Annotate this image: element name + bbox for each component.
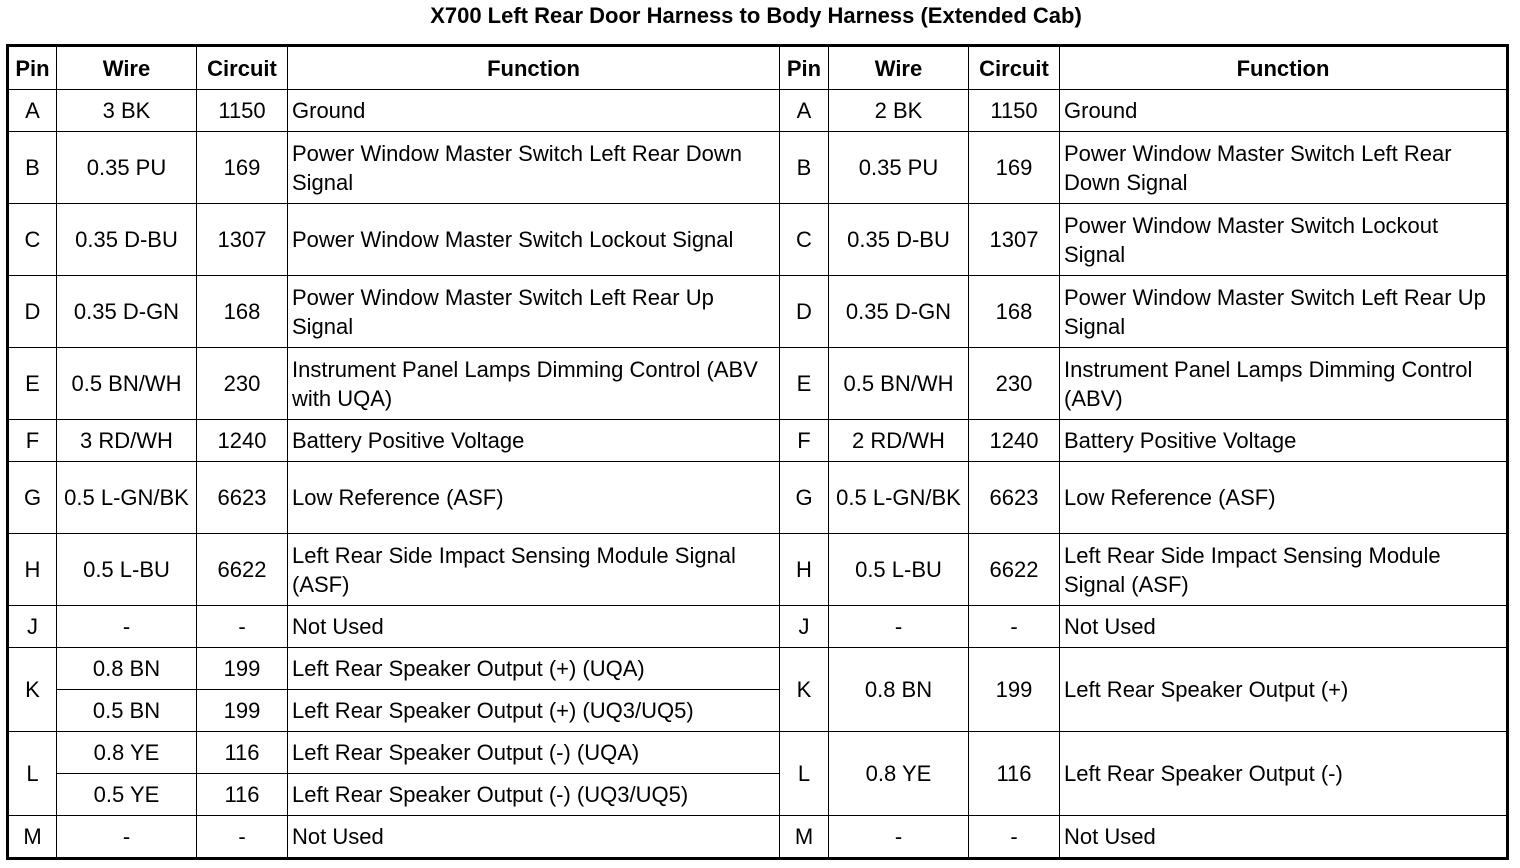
function-cell: Not Used (288, 606, 780, 648)
header-row (8, 46, 1508, 90)
pin-cell: J (780, 606, 829, 648)
function-cell: Battery Positive Voltage (1060, 420, 1508, 462)
circuit-cell: - (969, 606, 1060, 648)
table-row-c (8, 204, 1508, 276)
circuit-cell: 168 (969, 276, 1060, 348)
pin-cell: L (780, 732, 829, 816)
wire-cell: 0.35 D-GN (829, 276, 969, 348)
circuit-cell: 116 (197, 732, 288, 774)
pin-cell: A (8, 90, 57, 132)
function-cell: Left Rear Speaker Output (-) (UQA) (288, 732, 780, 774)
pin-cell: J (8, 606, 57, 648)
wire-cell: 0.5 L-GN/BK (57, 462, 197, 534)
circuit-cell: 199 (197, 648, 288, 690)
pin-cell: M (780, 816, 829, 859)
circuit-cell: 1307 (969, 204, 1060, 276)
header-pin: Pin (780, 46, 829, 90)
header-wire: Wire (57, 46, 197, 90)
circuit-cell: - (197, 816, 288, 859)
pin-cell: D (780, 276, 829, 348)
function-cell: Ground (288, 90, 780, 132)
wire-cell: 0.8 YE (829, 732, 969, 816)
function-cell: Power Window Master Switch Lockout Signal (1060, 204, 1508, 276)
circuit-cell: 116 (197, 774, 288, 816)
wire-cell: - (57, 606, 197, 648)
pin-cell: G (8, 462, 57, 534)
table-row-h (8, 534, 1508, 606)
circuit-cell: - (969, 816, 1060, 859)
circuit-cell: 6623 (197, 462, 288, 534)
wire-cell: 0.5 L-BU (57, 534, 197, 606)
function-cell: Power Window Master Switch Left Rear Up Signal (1060, 276, 1508, 348)
pin-cell: F (8, 420, 57, 462)
wire-cell: 3 BK (57, 90, 197, 132)
function-cell: Left Rear Side Impact Sensing Module Signal (ASF) (288, 534, 780, 606)
function-cell: Left Rear Speaker Output (+) (1060, 648, 1508, 732)
pin-cell: K (8, 648, 57, 732)
wire-cell: 0.35 D-BU (57, 204, 197, 276)
wire-cell: 0.5 YE (57, 774, 197, 816)
function-cell: Power Window Master Switch Left Rear Down Signal (288, 132, 780, 204)
function-cell: Left Rear Speaker Output (-) (1060, 732, 1508, 816)
function-cell: Left Rear Speaker Output (+) (UQA) (288, 648, 780, 690)
function-cell: Battery Positive Voltage (288, 420, 780, 462)
table-title: X700 Left Rear Door Harness to Body Harness (Extended Cab) (430, 3, 1082, 28)
pin-cell: H (780, 534, 829, 606)
circuit-cell: 1307 (197, 204, 288, 276)
table-row-j (8, 606, 1508, 648)
header-function: Function (288, 46, 780, 90)
circuit-cell: 6622 (197, 534, 288, 606)
table-row-l (8, 732, 1508, 774)
function-cell: Left Rear Side Impact Sensing Module Signal (ASF) (1060, 534, 1508, 606)
pin-cell: M (8, 816, 57, 859)
pin-cell: L (8, 732, 57, 816)
wire-cell: 0.5 BN (57, 690, 197, 732)
function-cell: Not Used (1060, 816, 1508, 859)
header-circuit: Circuit (969, 46, 1060, 90)
pin-cell: A (780, 90, 829, 132)
function-cell: Low Reference (ASF) (288, 462, 780, 534)
wire-cell: - (57, 816, 197, 859)
function-cell: Power Window Master Switch Left Rear Up Signal (288, 276, 780, 348)
wire-cell: 0.5 L-BU (829, 534, 969, 606)
circuit-cell: 1240 (969, 420, 1060, 462)
circuit-cell: 230 (969, 348, 1060, 420)
wire-cell: 2 RD/WH (829, 420, 969, 462)
pin-cell: G (780, 462, 829, 534)
pin-cell: E (8, 348, 57, 420)
pin-cell: F (780, 420, 829, 462)
circuit-cell: 199 (969, 648, 1060, 732)
function-cell: Not Used (288, 816, 780, 859)
wire-cell: 2 BK (829, 90, 969, 132)
table-row-d (8, 276, 1508, 348)
pin-cell: B (8, 132, 57, 204)
circuit-cell: 168 (197, 276, 288, 348)
wire-cell: - (829, 606, 969, 648)
header-circuit: Circuit (197, 46, 288, 90)
circuit-cell: 169 (197, 132, 288, 204)
table-row-k (8, 648, 1508, 690)
wire-cell: 0.8 BN (57, 648, 197, 690)
wire-cell: 0.8 YE (57, 732, 197, 774)
function-cell: Instrument Panel Lamps Dimming Control (ABV with UQA) (288, 348, 780, 420)
pin-cell: D (8, 276, 57, 348)
pin-cell: C (8, 204, 57, 276)
wire-cell: 0.8 BN (829, 648, 969, 732)
wire-cell: 3 RD/WH (57, 420, 197, 462)
table-row-g (8, 462, 1508, 534)
circuit-cell: 230 (197, 348, 288, 420)
table-row-m (8, 816, 1508, 859)
table-row-b (8, 132, 1508, 204)
circuit-cell: 6622 (969, 534, 1060, 606)
table-row-f (8, 420, 1508, 462)
function-cell: Ground (1060, 90, 1508, 132)
table-row-e (8, 348, 1508, 420)
pin-cell: K (780, 648, 829, 732)
wire-cell: 0.35 PU (57, 132, 197, 204)
circuit-cell: 116 (969, 732, 1060, 816)
function-cell: Left Rear Speaker Output (-) (UQ3/UQ5) (288, 774, 780, 816)
pin-cell: B (780, 132, 829, 204)
function-cell: Power Window Master Switch Lockout Signal (288, 204, 780, 276)
circuit-cell: 199 (197, 690, 288, 732)
circuit-cell: 1240 (197, 420, 288, 462)
pin-cell: E (780, 348, 829, 420)
wire-cell: 0.5 BN/WH (57, 348, 197, 420)
pin-cell: H (8, 534, 57, 606)
wire-cell: 0.35 D-GN (57, 276, 197, 348)
wire-cell: 0.35 PU (829, 132, 969, 204)
circuit-cell: - (197, 606, 288, 648)
wire-cell: 0.35 D-BU (829, 204, 969, 276)
header-function: Function (1060, 46, 1508, 90)
function-cell: Instrument Panel Lamps Dimming Control (ABV) (1060, 348, 1508, 420)
wire-cell: 0.5 BN/WH (829, 348, 969, 420)
function-cell: Not Used (1060, 606, 1508, 648)
circuit-cell: 169 (969, 132, 1060, 204)
circuit-cell: 6623 (969, 462, 1060, 534)
harness-table (6, 44, 1509, 860)
wire-cell: - (829, 816, 969, 859)
table-row-a (8, 90, 1508, 132)
pin-cell: C (780, 204, 829, 276)
circuit-cell: 1150 (969, 90, 1060, 132)
function-cell: Power Window Master Switch Left Rear Down Signal (1060, 132, 1508, 204)
header-pin: Pin (8, 46, 57, 90)
circuit-cell: 1150 (197, 90, 288, 132)
function-cell: Low Reference (ASF) (1060, 462, 1508, 534)
header-wire: Wire (829, 46, 969, 90)
wire-cell: 0.5 L-GN/BK (829, 462, 969, 534)
function-cell: Left Rear Speaker Output (+) (UQ3/UQ5) (288, 690, 780, 732)
